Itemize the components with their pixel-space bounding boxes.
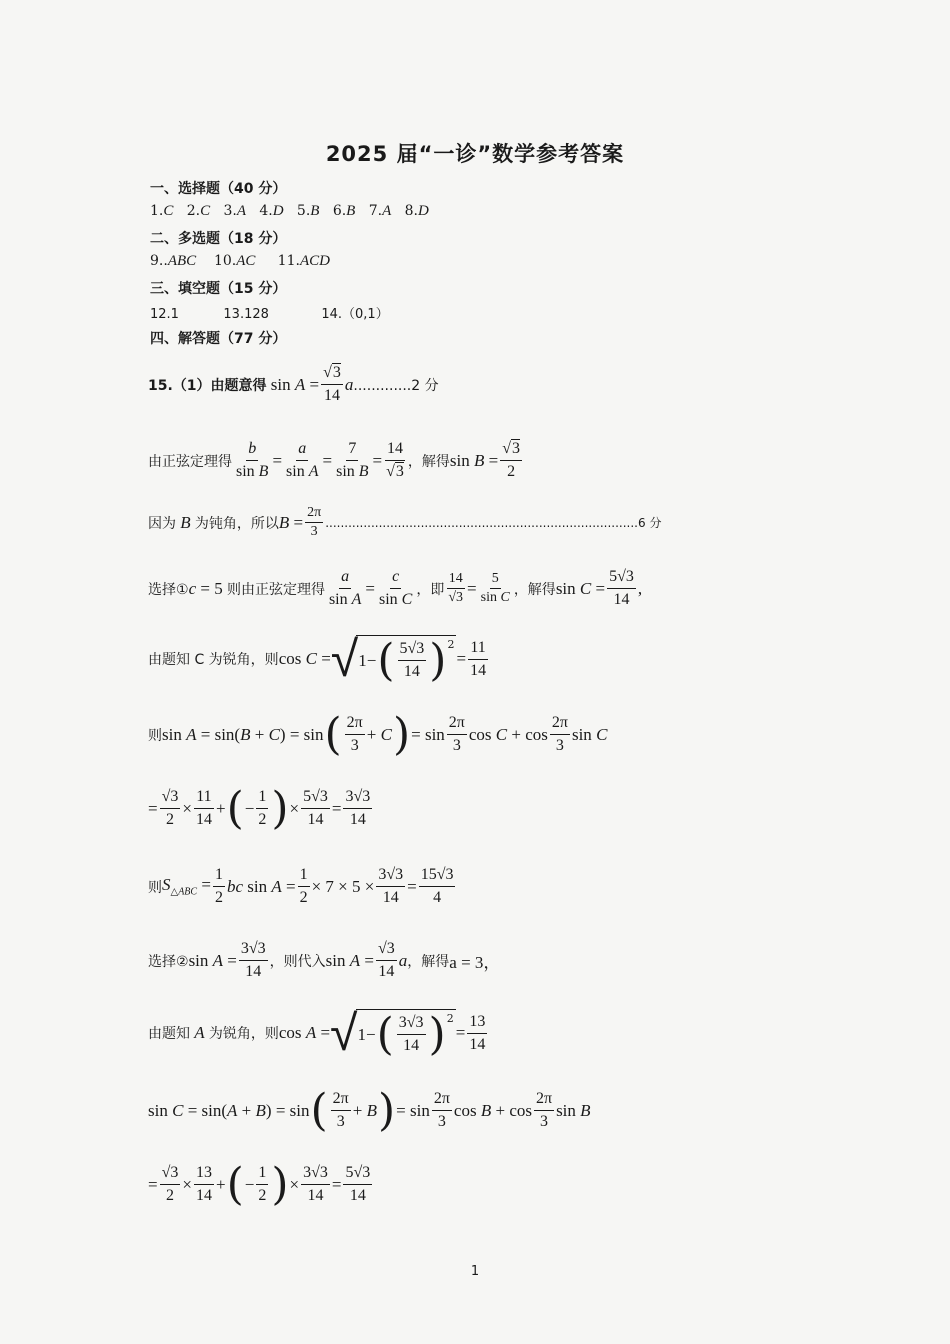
text: 则由正弦定理得 [226,581,325,598]
text: 由正弦定理得 [148,453,232,470]
choose1-line: 选择① c = 5 则由正弦定理得 $\frac{a}{\text{sin A}}$ = $\frac{c}{\text{sin C}}$ ，即 $\frac{14}{√3}$ = $\frac{5}{\text{sin C}}$ ，解得 sin C = $\frac{5√3}{14}$ , [148,568,643,608]
text: 选择② [148,953,189,970]
q-num: 5. [296,203,311,219]
text: 由题知 [148,1026,190,1042]
q-num: 2. [186,203,201,219]
points-6: ..................................................................................6 分 [325,516,662,530]
section-solve: 四、解答题（77 分） [150,331,287,347]
section-multi: 二、多选题（18 分） [150,231,287,247]
q-ans: D [272,203,284,219]
obtuse-line: 因为 B 为钝角，所以 B = $\frac{2\pi}{3}$ ..................................................................................6 分 [148,505,662,539]
text: ，则代入 [269,953,326,970]
sinA-value-line: = $\frac{√3}{2}$ × $\frac{11}{14}$ + ( − $\frac{1}{2}$ ) × $\frac{5√3}{14}$ = $\frac{3√3}{14}$ [148,782,371,834]
sinA-expand-line: 则 sin A = sin(B + C) = sin ( $\frac{2\pi}{3}$ + C ) = sin $\frac{2\pi}{3}$ cos C + cos $\frac{2\pi}{3}$ sin C [148,708,608,760]
q-ans: A [236,203,246,219]
text: 则 [148,727,162,744]
q-num: 11. [277,253,300,269]
q-ans: A [382,203,392,219]
text: ，解得 [407,953,450,970]
choose2-line: 选择② sin A = $\frac{3√3}{14}$ ，则代入 sin A = $\frac{√3}{14}$ a ，解得 a = 3， [148,940,501,980]
text: 选择① [148,581,189,598]
q-ans: B [346,203,356,219]
section-choice: 一、选择题（40 分） [150,181,287,197]
fill-answer: 12.1 [150,307,179,322]
section-fill: 三、填空题（15 分） [150,281,287,297]
text: ，即 [416,581,445,598]
text: 则 [148,879,162,896]
page-number: 1 [470,1264,480,1279]
text: 因为 [148,515,176,532]
q-ans: C [163,203,174,219]
q-ans: ACD [299,253,330,269]
q-num: 1. [150,203,164,219]
q-num: 6. [332,203,347,219]
text: ，解得 [513,581,556,598]
q-ans: B [310,203,320,219]
area-line: 则 $S_{\triangle ABC}$ = $\frac{1}{2}$ bc sin A = $\frac{1}{2}$ × 7 × 5 × $\frac{3√3}{14}$ = $\frac{15√3}{4}$ [148,866,454,906]
sinC-value-line: = $\frac{√3}{2}$ × $\frac{13}{14}$ + ( − $\frac{1}{2}$ ) × $\frac{3√3}{14}$ = $\frac{5√3}{14}$ [148,1158,371,1210]
fill-answer: 13.128 [223,307,269,322]
q-num: 10. [213,253,237,269]
q-ans: C [200,203,211,219]
law-of-sines-line: 由正弦定理得 $\frac{b}{\text{sin B}}$ = $\frac{a}{\text{sin A}}$ = $\frac{7}{\text{sin B}}$ = $\frac{14}{√3}$ ，解得 sin B = $\frac{√3}{2}$ [148,440,521,480]
q-num: 7. [368,203,383,219]
text: ，解得 [407,453,450,470]
fill-answers [150,303,389,322]
text: 为钝角，所以 [194,515,279,532]
q-num: 9.. [150,253,168,269]
cosA-line: 由题知 A 为锐角，则 cos A = √ 1− ( $\frac{3√3}{14}$ ) $^2$ = $\frac{13}{14}$ [148,1004,486,1062]
text: 为锐角，则 [208,1026,279,1042]
choice-answers [150,203,429,220]
q-ans: AC [236,253,256,269]
q-num: 3. [223,203,237,219]
points-2: .............2 分 [353,377,439,394]
fill-answer: 14.（0,1） [321,307,389,322]
cosC-line: 由题知 C 为锐角，则 cos C = √ 1− ( $\frac{5√3}{14}$ ) $^2$ = $\frac{11}{14}$ [148,630,487,688]
text: 由题知 C 为锐角，则 [148,652,279,668]
q-ans: D [417,203,429,219]
q-ans: ABC [167,253,197,269]
q-num: 8. [404,203,418,219]
q-num: 4. [259,203,273,219]
a-value: a = 3， [449,953,501,972]
sinC-expand-line: sin C = sin(A + B) = sin ( $\frac{2\pi}{3}$ + B ) = sin $\frac{2\pi}{3}$ cos B + cos $\frac{2\pi}{3}$ sin B [148,1084,591,1136]
multi-answers [150,253,330,270]
q15-line1: 15.（1）由题意得 sin A = $\frac{√3}{14}$ a .............2 分 [148,364,439,404]
page-title: 2025 届“一诊”数学参考答案 [325,142,625,166]
q15-label: 15.（1）由题意得 [148,377,267,394]
